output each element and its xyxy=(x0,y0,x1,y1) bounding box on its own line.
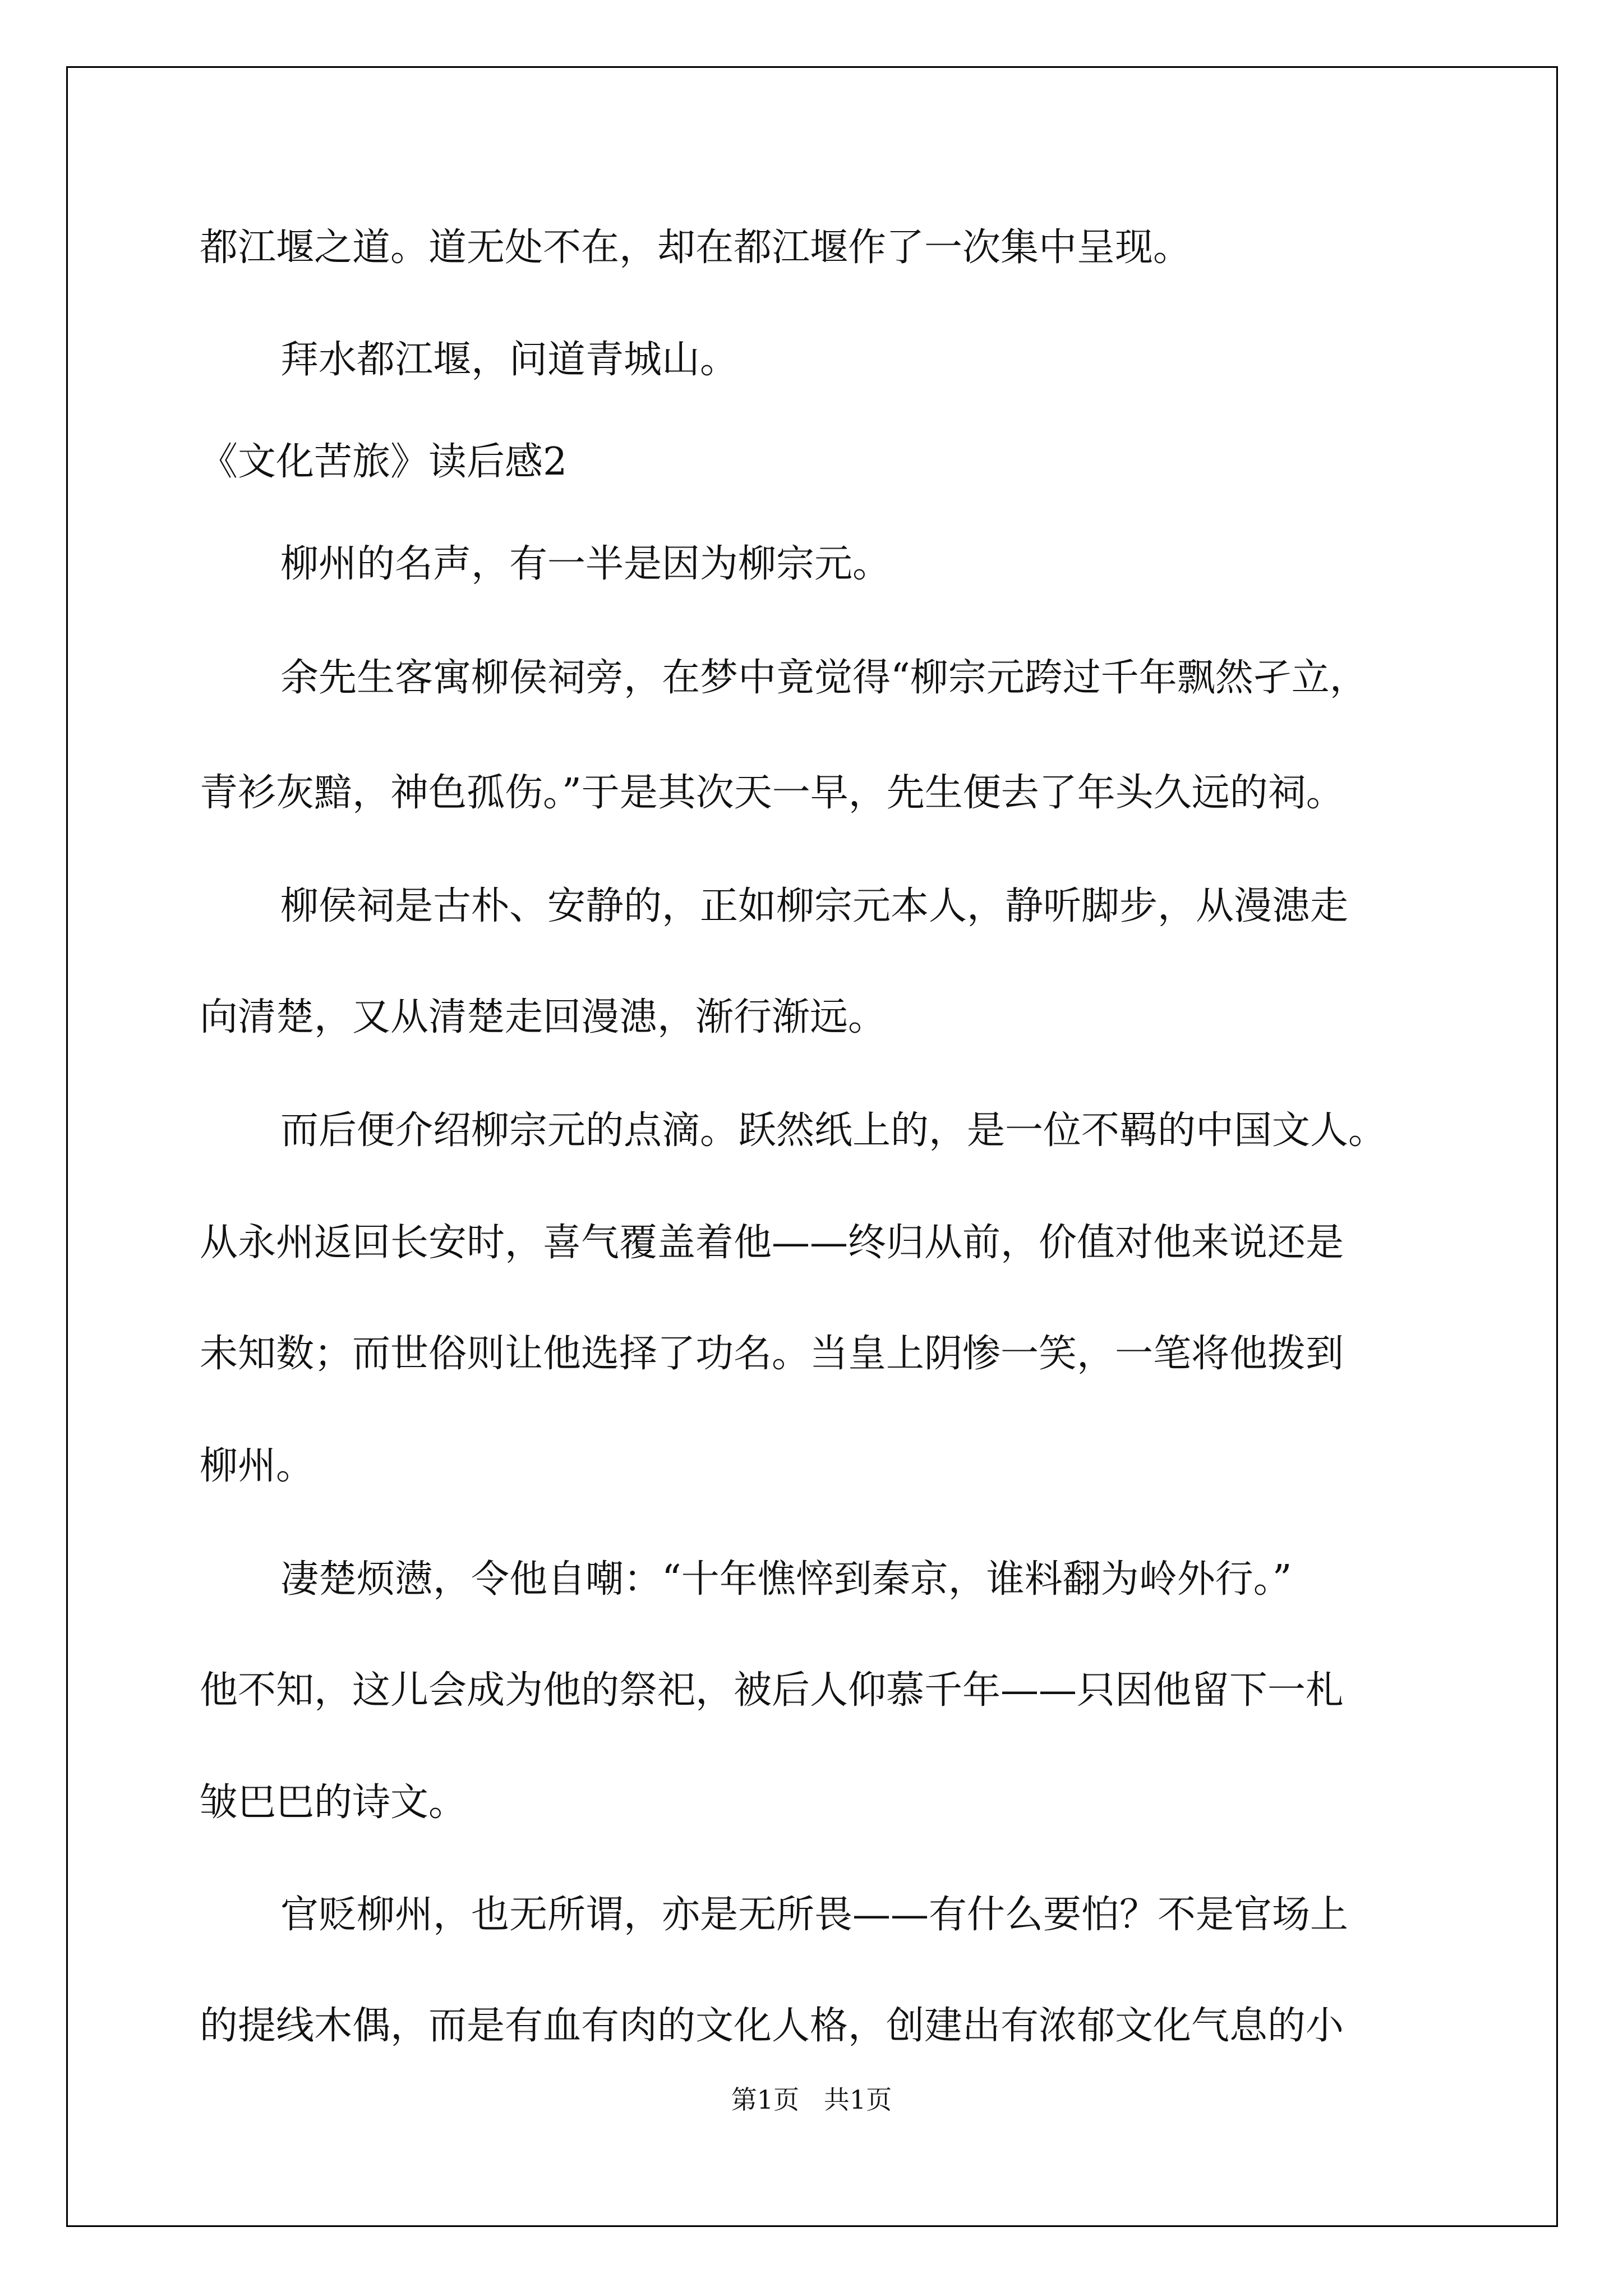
page-footer: 第1页 共1页 xyxy=(731,2085,892,2115)
body-line: 柳侯祠是古朴、安静的，正如柳宗元本人，静听脚步，从漫漶走 xyxy=(280,884,1349,928)
body-line: 柳州的名声，有一半是因为柳宗元。 xyxy=(280,542,891,586)
body-line: 向清楚，又从清楚走回漫漶，渐行渐远。 xyxy=(200,995,887,1039)
body-line: 从永州返回长安时，喜气覆盖着他——终归从前，价值对他来说还是 xyxy=(200,1221,1344,1265)
body-line: 余先生客寓柳侯祠旁，在梦中竟觉得“柳宗元跨过千年飘然孑立， xyxy=(280,656,1368,700)
body-line: 他不知，这儿会成为他的祭祀，被后人仰慕千年——只因他留下一札 xyxy=(200,1668,1344,1713)
body-line: 的提线木偶，而是有血有肉的文化人格，创建出有浓郁文化气息的小 xyxy=(200,2004,1344,2048)
body-line: 而后便介绍柳宗元的点滴。跃然纸上的，是一位不羁的中国文人。 xyxy=(280,1108,1387,1153)
body-line: 未知数；而世俗则让他选择了功名。当皇上阴惨一笑，一笔将他拨到 xyxy=(200,1332,1344,1376)
body-line: 皱巴巴的诗文。 xyxy=(200,1780,467,1825)
section-heading: 《文化苦旅》读后感2 xyxy=(200,440,568,484)
body-line: 青衫灰黯，神色孤伤。”于是其次天一早，先生便去了年头久远的祠。 xyxy=(200,771,1344,815)
body-line: 凄楚烦懑，令他自嘲：“十年憔悴到秦京，谁料翻为岭外行。” xyxy=(280,1557,1292,1602)
body-line: 拜水都江堰，问道青城山。 xyxy=(280,338,739,382)
body-line: 官贬柳州，也无所谓，亦是无所畏——有什么要怕？不是官场上 xyxy=(280,1893,1349,1937)
body-line: 都江堰之道。道无处不在，却在都江堰作了一次集中呈现。 xyxy=(200,226,1192,270)
body-line: 柳州。 xyxy=(200,1444,315,1488)
